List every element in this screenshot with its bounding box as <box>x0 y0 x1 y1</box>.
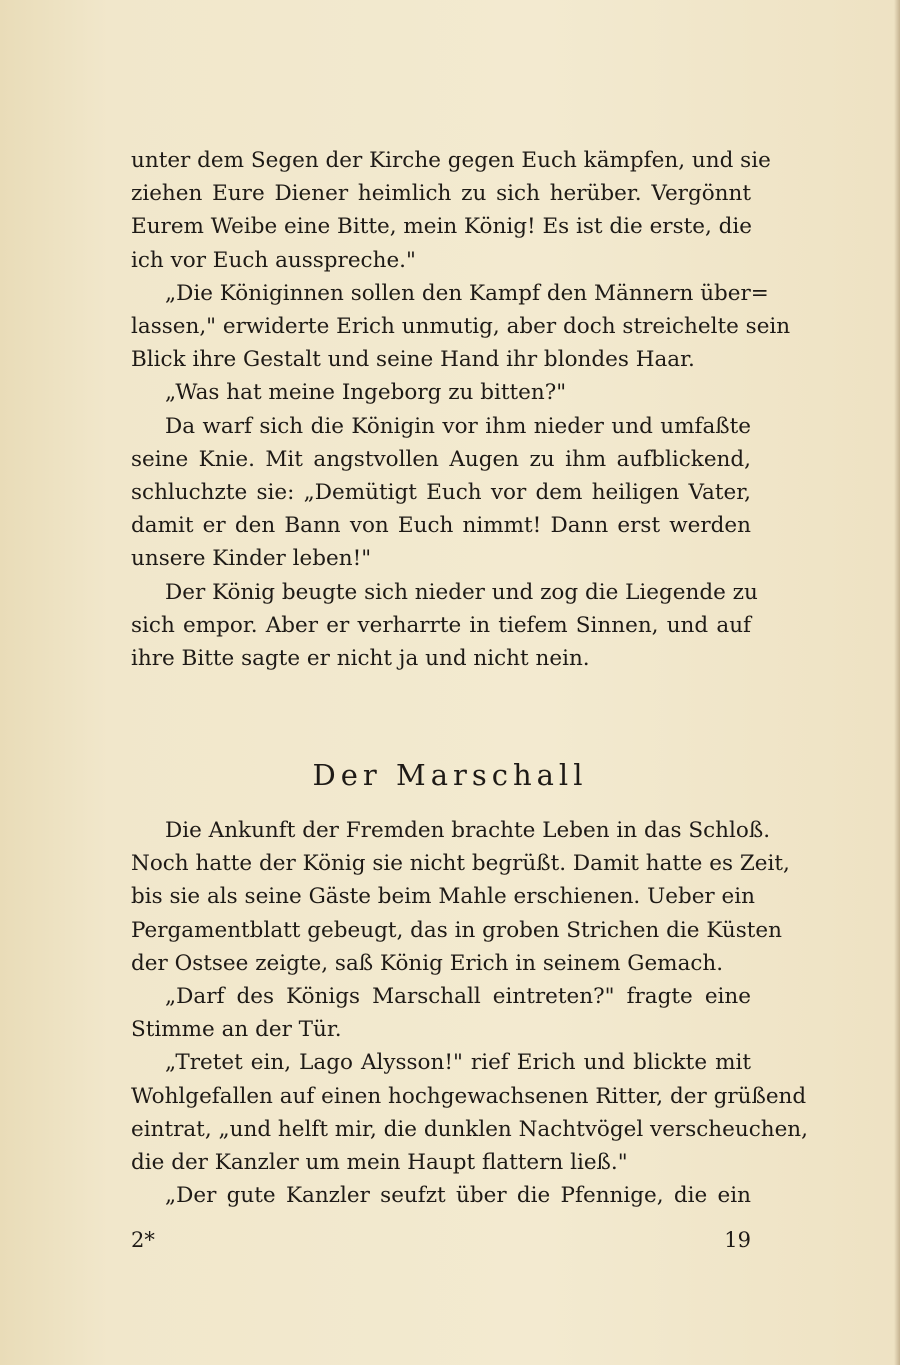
text-line: „Die Königinnen sollen den Kampf den Männern über= <box>165 280 769 306</box>
page-number: 19 <box>724 1228 751 1252</box>
text-line: ich vor Euch ausspreche." <box>131 247 416 273</box>
text-line: unter dem Segen der Kirche gegen Euch kämpfen, und sie <box>131 148 771 173</box>
text-line: die der Kanzler um mein Haupt flattern ließ." <box>131 1150 628 1176</box>
text-line: bis sie als seine Gäste beim Mahle erschienen. Ueber ein <box>131 884 755 910</box>
text-line: der Ostsee zeigte, saß König Erich in seinem Gemach. <box>131 950 724 976</box>
text-block-top <box>131 144 791 675</box>
paragraph <box>131 410 751 576</box>
text-line: seine Knie. Mit angstvollen Augen zu ihm aufblickend, <box>131 446 751 472</box>
text-line: eintrat, „und helft mir, die dunklen Nachtvögel verscheuchen, <box>131 1116 808 1142</box>
signature-mark: 2* <box>131 1228 155 1252</box>
text-line: Stimme an der Tür. <box>131 1017 342 1043</box>
text-line: „Darf des Königs Marschall eintreten?" fragte eine <box>165 984 751 1010</box>
text-line: „Tretet ein, Lago Alysson!" rief Erich und blickte mit <box>165 1050 751 1076</box>
text-line: „Der gute Kanzler seufzt über die Pfennige, die ein <box>165 1183 751 1209</box>
text-line: Pergamentblatt gebeugt, das in groben Strichen die Küsten <box>131 917 782 943</box>
text-line: Eurem Weibe eine Bitte, mein König! Es ist die erste, die <box>131 214 753 240</box>
chapter-heading: Der Marschall <box>312 758 588 792</box>
paragraph <box>131 1046 808 1179</box>
text-line: Noch hatte der König sie nicht begrüßt. Damit hatte es Zeit, <box>131 851 790 877</box>
paragraph <box>131 376 751 409</box>
paragraph <box>131 576 758 676</box>
text-line: Da warf sich die Königin vor ihm nieder und umfaßte <box>165 413 751 439</box>
paragraph <box>131 980 751 1046</box>
paragraph <box>131 814 790 980</box>
text-line: Der König beugte sich nieder und zog die Liegende zu <box>165 579 758 605</box>
text-line: unsere Kinder leben!" <box>131 546 372 572</box>
text-line: lassen," erwiderte Erich unmutig, aber doch streichelte sein <box>131 314 791 340</box>
paragraph <box>131 144 771 277</box>
text-line: Blick ihre Gestalt und seine Hand ihr blondes Haar. <box>131 347 695 373</box>
paragraph <box>131 1179 751 1212</box>
text-block-bottom <box>131 814 808 1212</box>
text-line: ihre Bitte sagte er nicht ja und nicht nein. <box>131 646 590 672</box>
text-line: „Was hat meine Ingeborg zu bitten?" <box>165 380 567 406</box>
text-line: schluchzte sie: „Demütigt Euch vor dem heiligen Vater, <box>131 480 751 506</box>
text-line: sich empor. Aber er verharrte in tiefem Sinnen, und auf <box>131 612 751 638</box>
text-line: Wohlgefallen auf einen hochgewachsenen Ritter, der grüßend <box>131 1083 807 1109</box>
text-line: ziehen Eure Diener heimlich zu sich herüber. Vergönnt <box>131 181 751 207</box>
text-line: Die Ankunft der Fremden brachte Leben in das Schloß. <box>165 818 771 843</box>
paragraph <box>131 277 791 377</box>
text-line: damit er den Bann von Euch nimmt! Dann erst werden <box>131 513 751 539</box>
